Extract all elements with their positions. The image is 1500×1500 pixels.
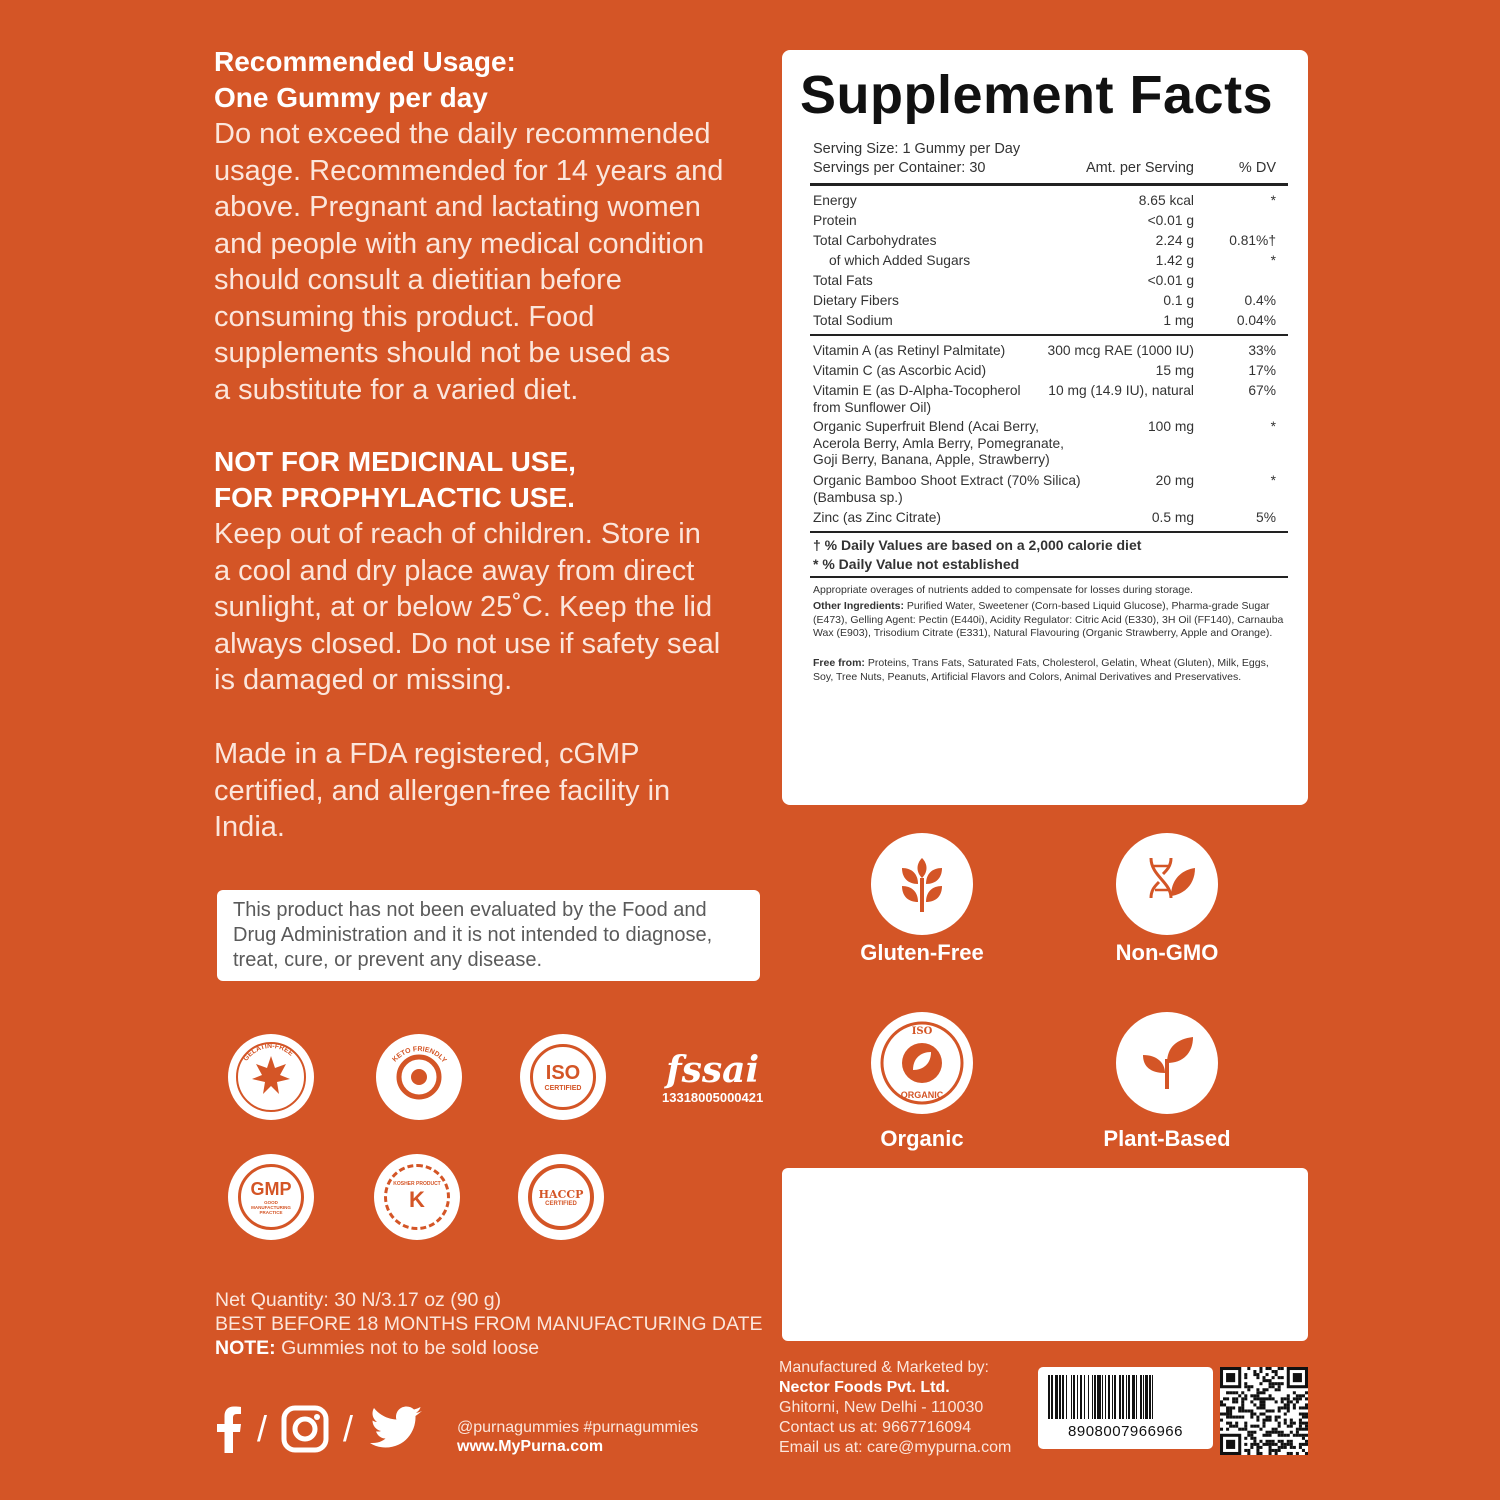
usage-line: supplements should not be used as xyxy=(214,337,671,369)
row-amount: 1 mg xyxy=(1163,313,1194,328)
iso-seal xyxy=(520,1034,606,1120)
usage-line: consuming this product. Food xyxy=(214,300,595,333)
contact-phone: Contact us at: 9667716094 xyxy=(779,1419,972,1436)
row-dv: * xyxy=(1270,253,1276,268)
row-name: Total Sodium xyxy=(813,313,893,328)
overages-note: Appropriate overages of nutrients added to compensate for losses during storage. xyxy=(813,584,1193,596)
company-address: Ghitorni, New Delhi - 110030 xyxy=(779,1399,984,1416)
gluten-free-label: Gluten-Free xyxy=(860,940,984,965)
qr-code[interactable] xyxy=(1220,1367,1308,1455)
supplement-facts-panel: Supplement Facts Serving Size: 1 Gummy per Day Servings per Container: 30 Amt. per Serving % DV † % Daily Values are based on a 2,000 calorie diet * % Daily Value not established Appropriate overages of nutrients added to compensate for losses during storage. Other Ingredients: Purified Water, Sweetener (Corn-based Liquid Glucose), Pharma-grade Sugar (E473), Gelling Agent: Pectin (E440i), Acidity Regulator: Citric Acid (E330), 3H Oil (FF140), Carnauba Wax (E903), Trisodium Citrate (E331), Natural Flavouring (Organic Strawberry, Apple and Orange). Free from: Proteins, Trans Fats, Saturated Fats, Cholesterol, Gelatin, Wheat (Gluten), Milk, Eggs, Soy, Tree Nuts, Peanuts, Artificial Flavors and Colors, Animal Derivatives and Preservatives. Energy 8.65 kcal * Protein <0.01 g Total Carbohydrates 2.24 g 0.81%† of which Added Sugars 1.42 g * Total Fats <0.01 g Dietary Fibers 0.1 g 0.4% Total Sodium 1 mg 0.04% Vitamin A (as Retinyl Palmitate) 300 mcg RAE (1000 IU) 33% Vitamin C (as Ascorbic Acid) 15 mg 17% Vitamin E (as D-Alpha-Tocopherol from Sunflower Oil) 10 mg (14.9 IU), natural 67% Organic Superfruit Blend (Acai Berry, Acerola Berry, Amla Berry, Pomegranate, Goji Berry, Banana, Apple, Strawberry) 100 mg * Organic Bamboo Shoot Extract (70% Silica) (Bambusa sp.) 20 mg * Zinc (as Zinc Citrate) 0.5 mg 5% xyxy=(782,50,1308,805)
servings-per-container: Servings per Container: 30 xyxy=(813,160,986,176)
row-dv: 0.4% xyxy=(1244,293,1276,308)
row-name: from Sunflower Oil) xyxy=(813,399,932,415)
facility-line: Made in a FDA registered, cGMP xyxy=(214,738,640,770)
row-amount: 0.5 mg xyxy=(1151,510,1194,525)
iso-ring-label: CERTIFIED xyxy=(544,1085,582,1092)
storage-line: Keep out of reach of children. Store in xyxy=(214,518,701,550)
non-gmo-badge xyxy=(1116,833,1218,935)
row-name: Total Carbohydrates xyxy=(813,233,937,248)
fda-disclaimer xyxy=(217,890,760,981)
supplement-facts-title: Supplement Facts xyxy=(800,65,1274,125)
usage-line: above. Pregnant and lactating women xyxy=(214,191,701,223)
row-name: Dietary Fibers xyxy=(813,293,899,308)
haccp-sub-label: CERTIFIED xyxy=(545,1200,577,1207)
kosher-seal xyxy=(374,1154,460,1240)
divider: / xyxy=(343,1408,354,1449)
manufacturer-info xyxy=(779,1358,1011,1458)
divider: / xyxy=(257,1408,268,1449)
company-name: Nector Foods Pvt. Ltd. xyxy=(779,1379,950,1396)
row-amount: 15 mg xyxy=(1155,363,1194,378)
twitter-icon[interactable] xyxy=(367,1406,423,1452)
fssai-logo: fssai xyxy=(666,1049,760,1091)
other-ingredients: Other Ingredients: Purified Water, Sweetener (Corn-based Liquid Glucose), Pharma-grade Sugar (E473), Gelling Agent: Pectin (E440i), Acidity Regulator: Citric Acid (E330), 3H Oil (FF140), Carnauba Wax (E903), Trisodium Citrate (E331), Natural Flavouring (Organic Strawberry, Apple and Orange). xyxy=(813,600,1284,639)
fssai-mark xyxy=(662,1050,763,1105)
plant-based-label: Plant-Based xyxy=(1103,1126,1231,1151)
storage-line: is damaged or missing. xyxy=(214,664,513,696)
row-amount: <0.01 g xyxy=(1147,213,1194,228)
row-name: Vitamin C (as Ascorbic Acid) xyxy=(813,363,987,378)
divider xyxy=(810,576,1288,578)
wheat-icon xyxy=(894,854,950,914)
divider xyxy=(810,531,1288,533)
row-name: Zinc (as Zinc Citrate) xyxy=(813,510,942,525)
row-dv: 17% xyxy=(1248,363,1276,378)
net-quantity-line: Net Quantity: 30 N/3.17 oz (90 g) xyxy=(215,1289,502,1311)
divider xyxy=(810,183,1288,186)
row-amount: 2.24 g xyxy=(1155,233,1194,248)
usage-line: usage. Recommended for 14 years and xyxy=(214,154,724,187)
divider xyxy=(810,334,1288,336)
row-name: Goji Berry, Banana, Apple, Strawberry) xyxy=(813,452,1050,467)
barcode-bar xyxy=(1153,1375,1156,1419)
dv-column-header: % DV xyxy=(1238,160,1276,176)
sprout-icon xyxy=(1137,1033,1197,1093)
net-quantity xyxy=(215,1288,763,1360)
fda-line: treat, cure, or prevent any disease. xyxy=(233,949,543,971)
blank-label-area xyxy=(782,1168,1308,1341)
note-label: NOTE: xyxy=(215,1337,276,1359)
medicinal-heading: NOT FOR MEDICINAL USE, xyxy=(214,446,576,477)
row-dv: * xyxy=(1270,419,1276,434)
row-dv: 0.81%† xyxy=(1229,233,1276,248)
row-name: Protein xyxy=(813,213,857,228)
qr-code-icon xyxy=(1220,1367,1308,1455)
usage-line: Do not exceed the daily recommended xyxy=(214,118,711,150)
usage-section xyxy=(214,44,774,408)
storage-line: sunlight, at or below 25˚C. Keep the lid xyxy=(214,591,713,623)
row-amount: 0.1 g xyxy=(1163,293,1194,308)
row-name: Organic Superfruit Blend (Acai Berry, xyxy=(813,419,1039,434)
barcode-bars xyxy=(1048,1375,1203,1419)
barcode-number: 8908007966966 xyxy=(1068,1423,1183,1440)
medicinal-section xyxy=(214,444,774,699)
free-from: Free from: Proteins, Trans Fats, Saturated Fats, Cholesterol, Gelatin, Wheat (Gluten), Milk, Eggs, Soy, Tree Nuts, Peanuts, Artificial Flavors and Colors, Animal Derivatives and Preservatives. xyxy=(813,657,1269,683)
fssai-license-number: 13318005000421 xyxy=(662,1090,764,1105)
fda-line: Drug Administration and it is not intended to diagnose, xyxy=(233,924,713,946)
usage-dose: One Gummy per day xyxy=(214,82,488,113)
dna-leaf-icon xyxy=(1137,852,1197,916)
non-gmo-label: Non-GMO xyxy=(1115,940,1219,965)
facebook-icon[interactable] xyxy=(215,1405,243,1453)
gelatin-free-icon xyxy=(228,1034,314,1120)
prophylactic-heading: FOR PROPHYLACTIC USE. xyxy=(214,482,575,513)
organic-badge xyxy=(871,1012,973,1114)
row-dv: 33% xyxy=(1248,343,1276,358)
keto-friendly-seal xyxy=(376,1034,462,1120)
row-dv: 5% xyxy=(1256,510,1276,525)
storage-line: a cool and dry place away from direct xyxy=(214,554,695,587)
amount-column-header: Amt. per Serving xyxy=(1086,160,1194,176)
row-amount: 100 mg xyxy=(1147,419,1194,434)
storage-line: always closed. Do not use if safety seal xyxy=(214,627,721,660)
social-handles xyxy=(457,1418,698,1456)
usage-line: a substitute for a varied diet. xyxy=(214,373,579,406)
row-name: Organic Bamboo Shoot Extract (70% Silica) xyxy=(813,473,1081,488)
barcode xyxy=(1038,1367,1213,1449)
row-name: (Bambusa sp.) xyxy=(813,489,903,505)
row-name: Total Fats xyxy=(813,273,873,288)
facility-section xyxy=(214,736,774,846)
row-name: Acerola Berry, Amla Berry, Pomegranate, xyxy=(813,435,1064,451)
gmp-label: GMP xyxy=(250,1179,292,1199)
contact-email: Email us at: care@mypurna.com xyxy=(779,1439,1012,1456)
instagram-icon[interactable] xyxy=(281,1405,329,1453)
row-amount: 300 mcg RAE (1000 IU) xyxy=(1047,343,1194,358)
manufactured-by: Manufactured & Marketed by: xyxy=(779,1359,989,1376)
gelatin-free-seal xyxy=(228,1034,314,1120)
usage-line: and people with any medical condition xyxy=(214,227,705,260)
gmp-seal xyxy=(228,1154,314,1240)
gluten-free-badge xyxy=(871,833,973,935)
haccp-label: HACCP xyxy=(538,1187,584,1201)
social-links xyxy=(215,1405,423,1453)
best-before-line: BEST BEFORE 18 MONTHS FROM MANUFACTURING DATE xyxy=(215,1313,763,1335)
website-link[interactable]: www.MyPurna.com xyxy=(457,1438,604,1455)
usage-line: should consult a dietitian before xyxy=(214,264,622,296)
usage-heading: Recommended Usage: xyxy=(214,46,516,77)
kosher-ring-label: KOSHER PRODUCT xyxy=(393,1181,441,1187)
svg-text:ORGANIC: ORGANIC xyxy=(900,1090,944,1100)
haccp-seal xyxy=(518,1154,604,1240)
row-amount: <0.01 g xyxy=(1147,273,1194,288)
svg-text:GELATIN-FREE: GELATIN-FREE xyxy=(242,1042,295,1063)
facility-line: certified, and allergen-free facility in xyxy=(214,774,671,807)
row-amount: 8.65 kcal xyxy=(1138,193,1194,208)
row-dv: * xyxy=(1270,193,1276,208)
gmp-ring-label: GOOD MANUFACTURING PRACTICE xyxy=(251,1200,291,1215)
row-name: Vitamin A (as Retinyl Palmitate) xyxy=(813,343,1006,358)
row-name: Energy xyxy=(813,193,857,208)
row-dv: 0.04% xyxy=(1236,313,1276,328)
plant-based-badge xyxy=(1116,1012,1218,1114)
note-line xyxy=(215,1336,763,1360)
organic-label: Organic xyxy=(880,1126,964,1151)
svg-text:KETO FRIENDLY: KETO FRIENDLY xyxy=(391,1045,448,1065)
row-name: Vitamin E (as D-Alpha-Tocopherol xyxy=(813,383,1021,398)
note-text: Gummies not to be sold loose xyxy=(275,1337,540,1359)
facility-line: India. xyxy=(214,811,285,843)
row-name: of which Added Sugars xyxy=(829,253,971,268)
social-hashtags: @purnagummies #purnagummies xyxy=(457,1419,699,1436)
row-amount: 10 mg (14.9 IU), natural xyxy=(1048,383,1194,398)
row-dv: 67% xyxy=(1248,383,1276,398)
svg-text:ISO: ISO xyxy=(911,1026,933,1037)
iso-label: ISO xyxy=(545,1062,581,1084)
iso-organic-icon xyxy=(871,1012,973,1114)
row-amount: 1.42 g xyxy=(1155,253,1194,268)
kosher-label: K xyxy=(409,1187,425,1212)
fda-line: This product has not been evaluated by the Food and xyxy=(233,899,707,921)
row-dv: * xyxy=(1270,473,1276,488)
row-amount: 20 mg xyxy=(1155,473,1194,488)
keto-icon xyxy=(376,1034,462,1120)
